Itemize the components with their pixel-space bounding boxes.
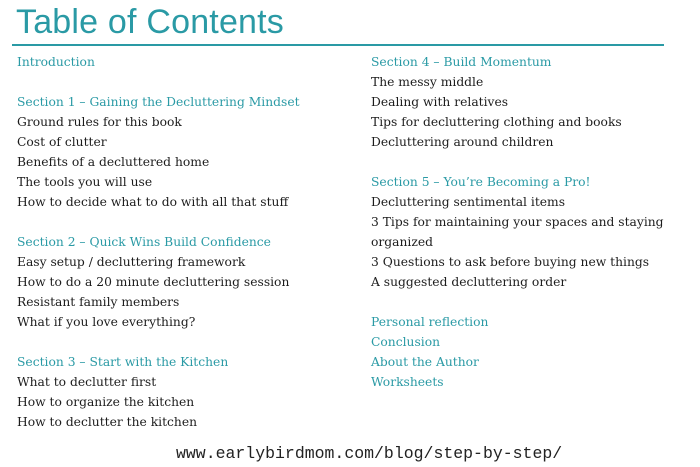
toc-item: Resistant family members [17,295,180,309]
footer-url[interactable]: www.earlybirdmom.com/blog/step-by-step/ [176,444,563,463]
toc-item: Dealing with relatives [371,95,509,109]
toc-item: What to declutter first [17,375,157,389]
spacer [17,72,357,92]
toc-item: The tools you will use [17,175,153,189]
section-1-heading[interactable]: Section 1 – Gaining the Decluttering Mindset [17,95,300,109]
section-2-heading[interactable]: Section 2 – Quick Wins Build Confidence [17,235,271,249]
toc-item: How to do a 20 minute decluttering session [17,275,290,289]
toc-item: The messy middle [371,75,484,89]
spacer [371,152,671,172]
toc-entry-personal-reflection[interactable]: Personal reflection [371,315,489,329]
toc-left-column [17,52,357,432]
toc-item: How to declutter the kitchen [17,415,198,429]
toc-item: How to organize the kitchen [17,395,195,409]
toc-item: Decluttering around children [371,135,554,149]
toc-item: A suggested decluttering order [371,275,567,289]
toc-item: What if you love everything? [17,315,196,329]
toc-item: Tips for decluttering clothing and books [371,115,622,129]
section-4-heading[interactable]: Section 4 – Build Momentum [371,55,552,69]
toc-item: How to decide what to do with all that stuff [17,195,289,209]
toc-item: Benefits of a decluttered home [17,155,210,169]
toc-item: 3 Tips for maintaining your spaces and staying organized [371,215,664,249]
toc-entry-about-the-author[interactable]: About the Author [371,355,479,369]
toc-entry-conclusion[interactable]: Conclusion [371,335,441,349]
toc-right-column [371,52,671,392]
spacer [17,332,357,352]
toc-item: Ground rules for this book [17,115,182,129]
toc-item: Decluttering sentimental items [371,195,566,209]
spacer [17,212,357,232]
toc-item: Easy setup / decluttering framework [17,255,246,269]
title-divider [12,44,664,46]
section-5-heading[interactable]: Section 5 – You’re Becoming a Pro! [371,175,591,189]
page-title: Table of Contents [16,3,285,41]
section-3-heading[interactable]: Section 3 – Start with the Kitchen [17,355,229,369]
toc-item: 3 Questions to ask before buying new things [371,255,650,269]
spacer [371,292,671,312]
toc-entry-worksheets[interactable]: Worksheets [371,375,444,389]
toc-item: Cost of clutter [17,135,107,149]
toc-entry-introduction[interactable]: Introduction [17,55,95,69]
